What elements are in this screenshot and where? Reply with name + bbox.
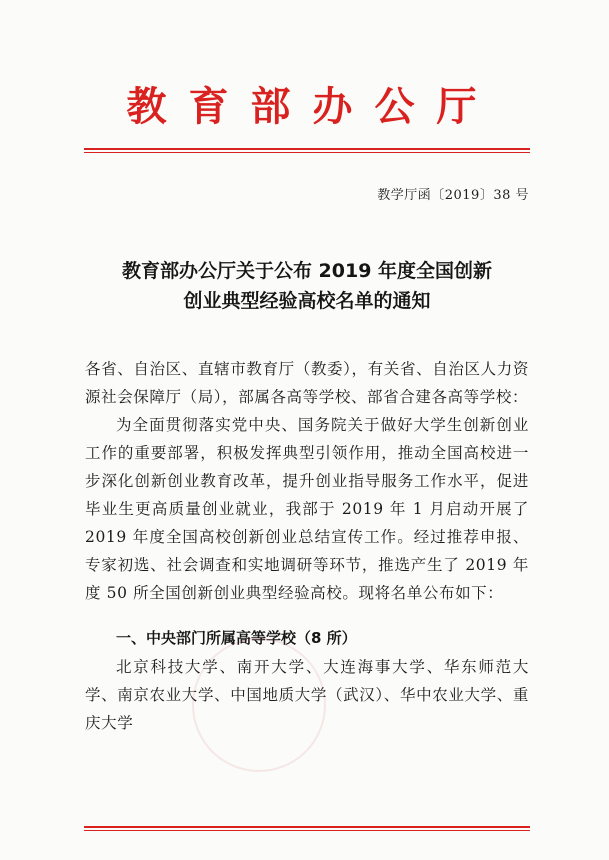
salutation: 各省、自治区、直辖市教育厅（教委），有关省、自治区人力资源社会保障厅（局），部属各高等学校、部省合建各高等学校：: [85, 360, 529, 406]
document-number: 教学厅函〔2019〕38 号: [377, 188, 529, 203]
body-paragraph: 为全面贯彻落实党中央、国务院关于做好大学生创新创业工作的重要部署，积极发挥典型引领作用，推动全国高校进一步深化创新创业教育改革，提升创业指导服务工作水平，促进毕业生更高质量创业就业，我部于 2019 年 1 月启动开展了 2019 年度全国高校创新创业总结宣传工作。经过推荐申报、专家初选、社会调查和实地调研等环节，推选产生了 2019 年度 50 所全国创新创业典型经验高校。现将名单公布如下：: [85, 416, 529, 602]
university-list: 北京科技大学、南开大学、大连海事大学、华东师范大学、南京农业大学、中国地质大学（武汉）、华中农业大学、重庆大学: [85, 658, 529, 732]
document-title-line-2: 创业典型经验高校名单的通知: [183, 290, 431, 312]
red-divider-top: [84, 148, 530, 150]
document-title-line-1: 教育部办公厅关于公布 2019 年度全国创新: [121, 260, 493, 282]
red-divider-bottom: [84, 826, 530, 828]
red-divider-bottom-thin: [84, 830, 530, 831]
letterhead-title: 教育部办公厅: [126, 84, 499, 130]
red-divider-top-thin: [84, 152, 530, 153]
section-heading: 一、中央部门所属高等学校（8 所）: [116, 629, 357, 647]
